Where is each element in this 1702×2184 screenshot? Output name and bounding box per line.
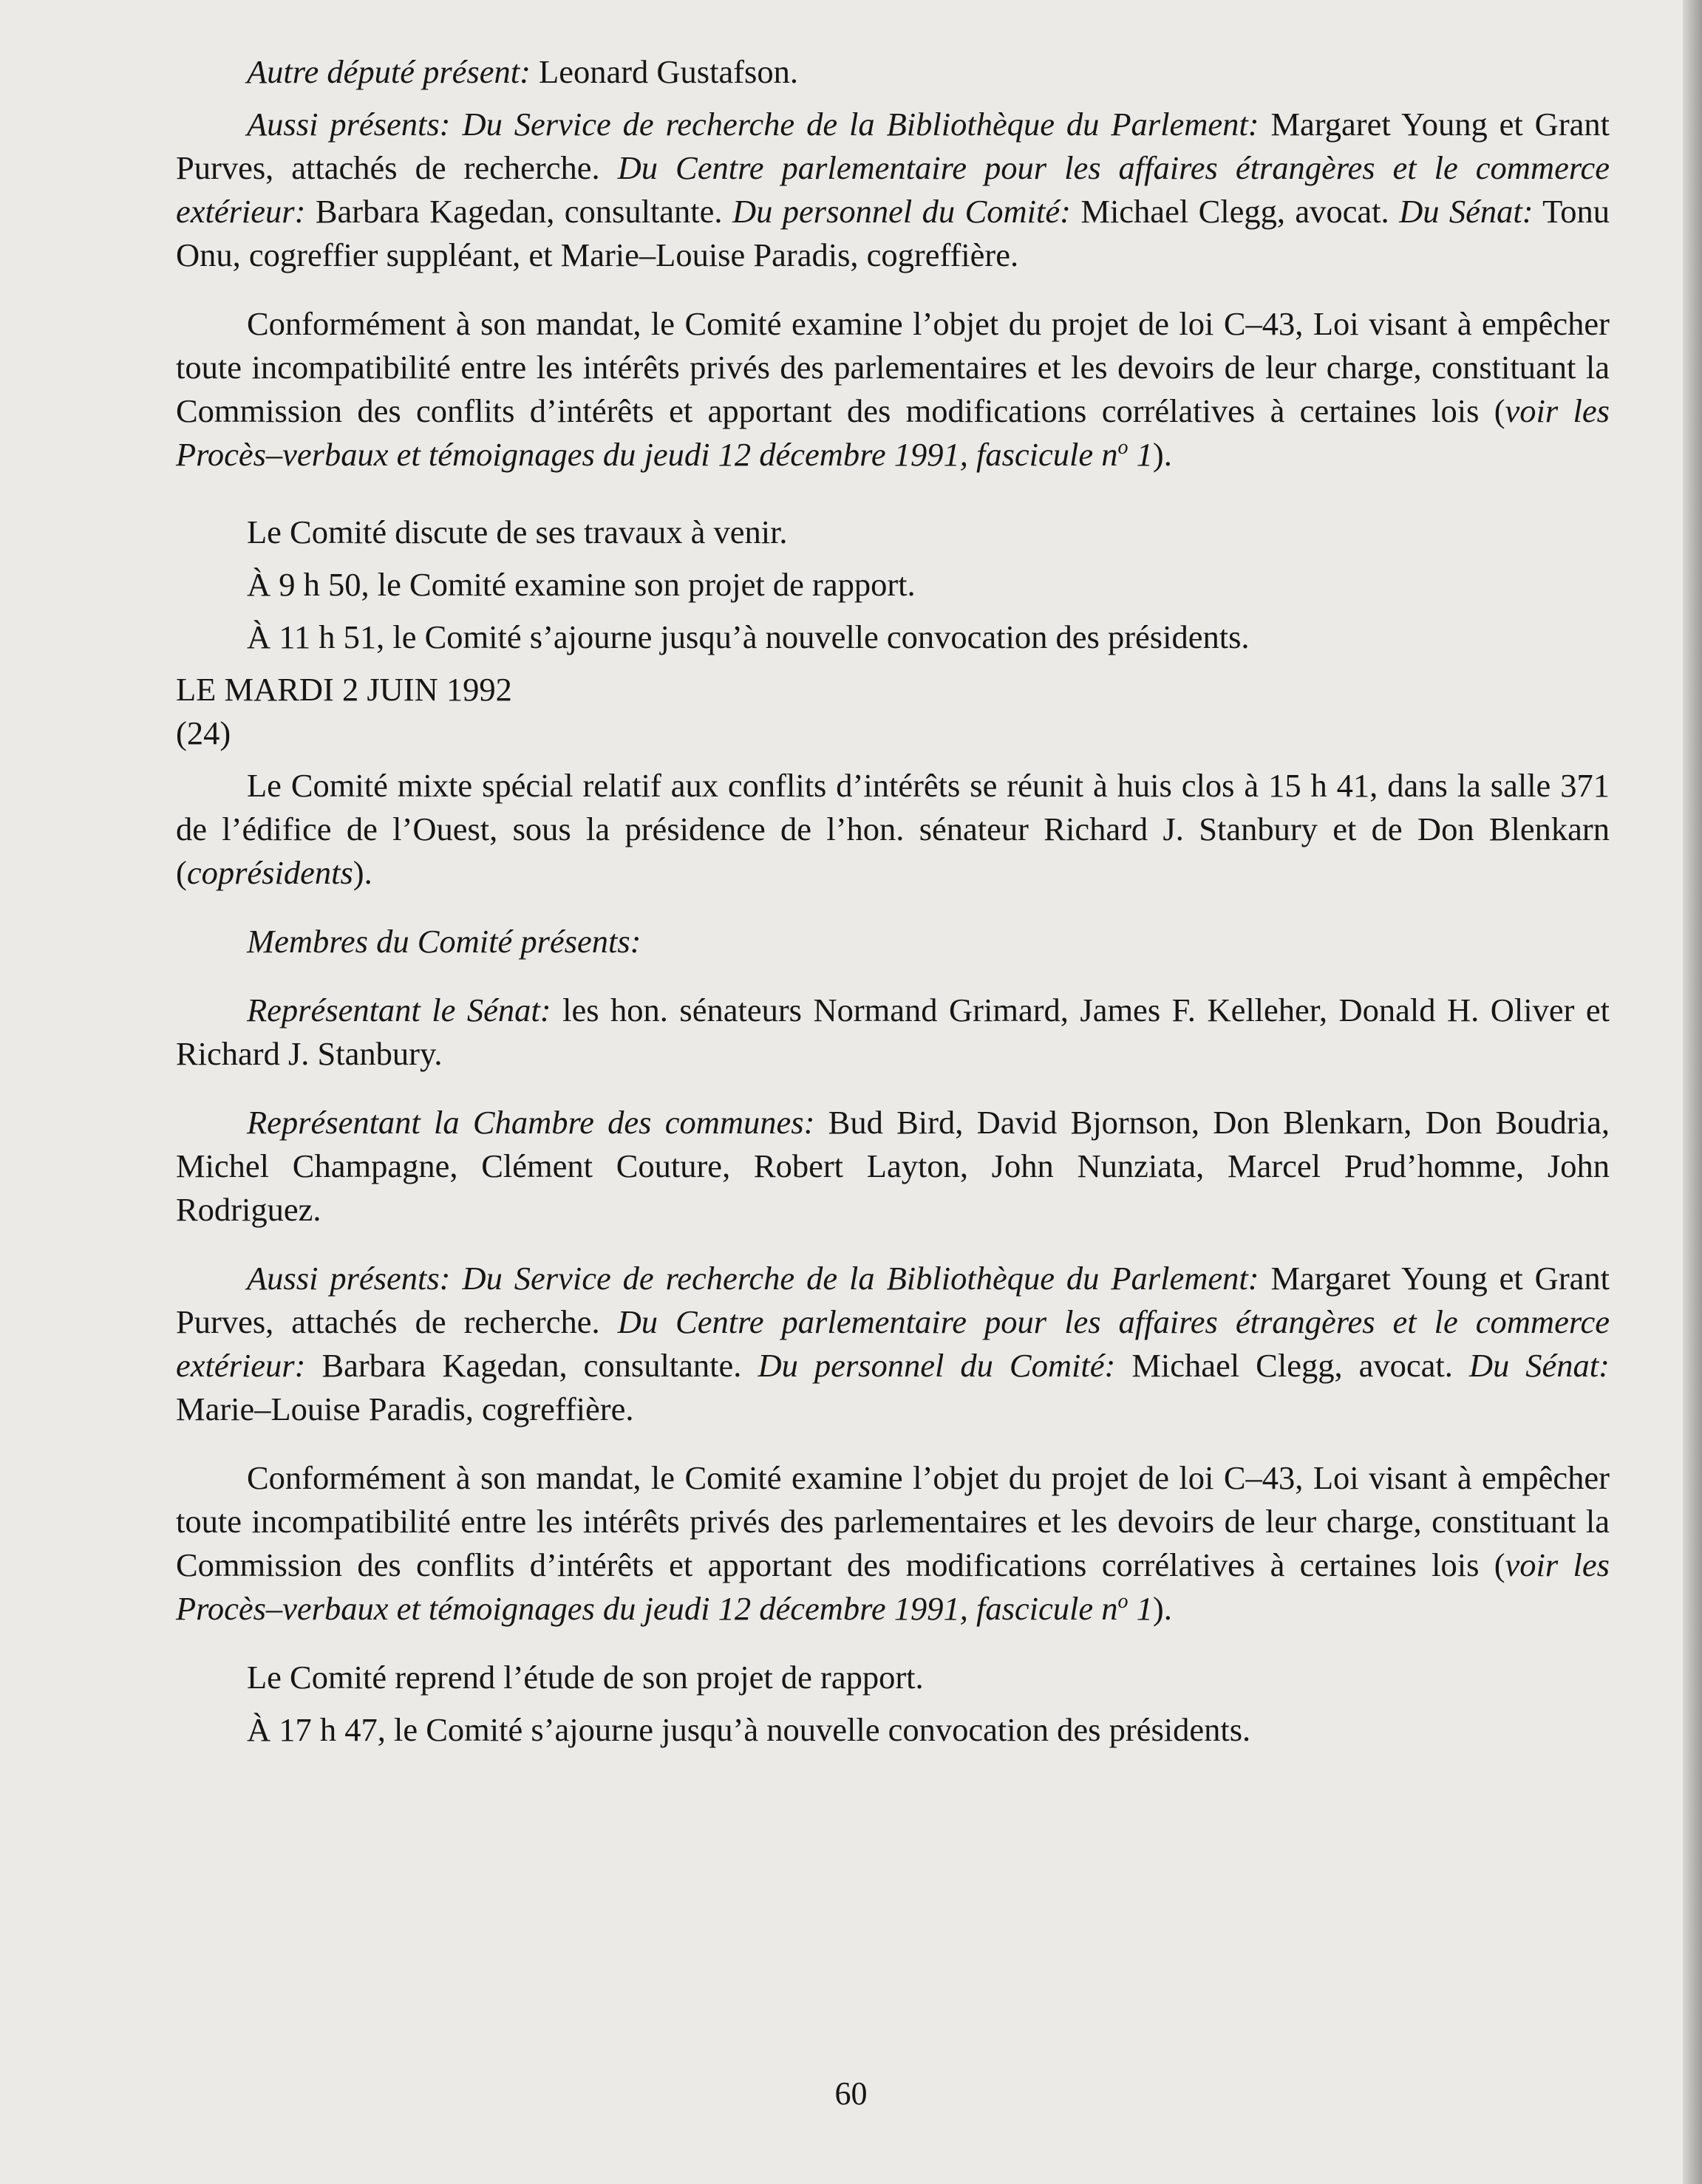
- mandate-end: ).: [1152, 436, 1172, 473]
- mandate-end: ).: [1152, 1590, 1172, 1627]
- also-present-text: Margaret Young et Grant Purves, attachés de recherche.: [176, 106, 1610, 186]
- mandate-reference-number: 1: [1128, 1590, 1153, 1627]
- also-present-text: Barbara Kagedan, consultante.: [305, 1347, 758, 1384]
- also-present-text: Margaret Young et Grant Purves, attachés de recherche.: [176, 1260, 1610, 1340]
- also-present-label: Aussi présents: Du Service de recherche de la Bibliothèque du Parlement:: [247, 1260, 1259, 1297]
- also-present-text: Michael Clegg, avocat.: [1070, 193, 1400, 230]
- mandate-paragraph-2: [176, 1456, 1610, 1631]
- page-edge-shadow: [1683, 0, 1702, 2184]
- also-present-label: Du Centre parlementaire pour les affaires étrangères et le commerce extérieur:: [176, 149, 1610, 230]
- mandate-paragraph-1: [176, 302, 1610, 477]
- other-member-paragraph: [176, 50, 1610, 94]
- also-present-label: Du Sénat:: [1468, 1347, 1610, 1384]
- mandate-text: Conformément à son mandat, le Comité examine l’objet du projet de loi C–43, Loi visant à empêcher toute incompatibilité entre les intérêts privés des parlementaires et les devoirs de leur charge, constituant la Commission des conflits d’intérêts et apportant des modifications corrélatives à certaines lois (: [176, 1459, 1610, 1583]
- mandate-reference-text: voir les Procès–verbaux et témoignages du jeudi 12 décembre 1991, fascicule n: [176, 1546, 1610, 1627]
- meeting-opening-paragraph: [176, 764, 1610, 895]
- adjournment-paragraph-2: À 17 h 47, le Comité s’ajourne jusqu’à nouvelle convocation des présidents.: [247, 1711, 1251, 1748]
- commons-members-paragraph: [176, 1101, 1610, 1232]
- meeting-opening-text: Le Comité mixte spécial relatif aux conflits d’intérêts se réunit à huis clos à 15 h 41, dans la salle 371 de l’édifice de l’Ouest, sous la présidence de l’hon. sénateur Richard J. Stanbury et de Don Blenkarn (: [176, 767, 1610, 891]
- also-present-label: Du personnel du Comité:: [732, 193, 1071, 230]
- commons-members-label: Représentant la Chambre des communes:: [247, 1104, 815, 1141]
- adjournment-paragraph-1: À 11 h 51, le Comité s’ajourne jusqu’à nouvelle convocation des présidents.: [247, 618, 1250, 655]
- meeting-number: (24): [176, 714, 231, 751]
- future-business-paragraph: Le Comité discute de ses travaux à venir.: [247, 513, 788, 550]
- commons-members-text: Bud Bird, David Bjornson, Don Blenkarn, Don Boudria, Michel Champagne, Clément Couture, Robert Layton, John Nunziata, Marcel Prud’homme, John Rodriguez.: [176, 1104, 1610, 1228]
- other-member-label: Autre député présent:: [247, 53, 531, 90]
- also-present-text: Marie–Louise Paradis, cogreffière.: [176, 1390, 634, 1427]
- mandate-reference-number: 1: [1128, 436, 1153, 473]
- members-present-heading: [176, 920, 1610, 963]
- senate-members-label: Représentant le Sénat:: [247, 992, 551, 1028]
- other-member-text: Leonard Gustafson.: [530, 53, 798, 90]
- also-present-label: Aussi présents: Du Service de recherche de la Bibliothèque du Parlement:: [247, 106, 1259, 143]
- also-present-label: Du Centre parlementaire pour les affaires étrangères et le commerce extérieur:: [176, 1303, 1610, 1384]
- senate-members-text: les hon. sénateurs Normand Grimard, James F. Kelleher, Donald H. Oliver et Richard J. Stanbury.: [176, 992, 1610, 1072]
- senate-members-paragraph: [176, 989, 1610, 1076]
- also-present-label: Du Sénat:: [1399, 193, 1533, 230]
- also-present-text: Tonu Onu, cogreffier suppléant, et Marie–Louise Paradis, cogreffière.: [176, 193, 1610, 273]
- document-body: [176, 50, 1610, 1752]
- mandate-text: Conformément à son mandat, le Comité examine l’objet du projet de loi C–43, Loi visant à empêcher toute incompatibilité entre les intérêts privés des parlementaires et les devoirs de leur charge, constituant la Commission des conflits d’intérêts et apportant des modifications corrélatives à certaines lois (: [176, 305, 1610, 429]
- also-present-paragraph-2: [176, 1257, 1610, 1431]
- page-number: 60: [834, 2075, 868, 2112]
- also-present-text: Michael Clegg, avocat.: [1115, 1347, 1469, 1384]
- draft-report-paragraph: À 9 h 50, le Comité examine son projet de rapport.: [247, 566, 916, 603]
- mandate-reference-text: voir les Procès–verbaux et témoignages du jeudi 12 décembre 1991, fascicule n: [176, 392, 1610, 473]
- members-present-label: Membres du Comité présents:: [247, 923, 641, 960]
- co-chairs-label: coprésidents: [186, 854, 353, 891]
- resume-study-paragraph: Le Comité reprend l’étude de son projet de rapport.: [247, 1659, 924, 1696]
- also-present-label: Du personnel du Comité:: [758, 1347, 1116, 1384]
- also-present-text: Barbara Kagedan, consultante.: [305, 193, 732, 230]
- meeting-date-heading: LE MARDI 2 JUIN 1992: [176, 671, 512, 708]
- also-present-paragraph-1: [176, 103, 1610, 277]
- mandate-reference-sup: o: [1117, 436, 1129, 460]
- meeting-opening-end: ).: [353, 854, 372, 891]
- mandate-reference-sup: o: [1117, 1590, 1129, 1614]
